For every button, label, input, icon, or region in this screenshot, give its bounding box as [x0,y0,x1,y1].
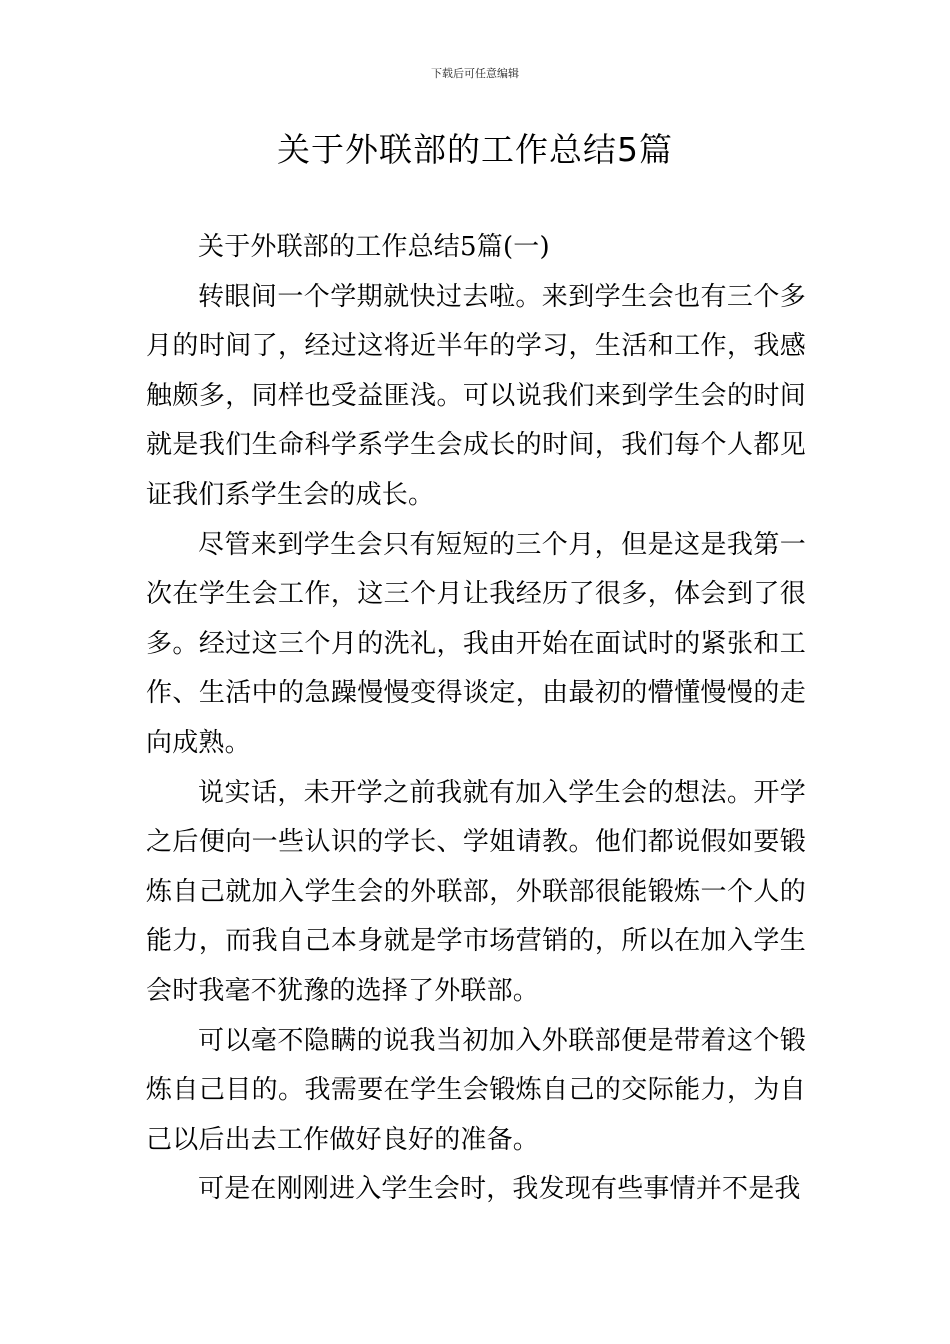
document-body [146,223,806,1215]
paragraph-3: 说实话，未开学之前我就有加入学生会的想法。开学之后便向一些认识的学长、学姐请教。他们都说假如要锻炼自己就加入学生会的外联部，外联部很能锻炼一个人的能力，而我自己本身就是学市场营销的，所以在加入学生会时我毫不犹豫的选择了外联部。 [146,777,806,1006]
paragraph-5: 可是在刚刚进入学生会时，我发现有些事情并不是我 [198,1174,801,1205]
paragraph-2: 尽管来到学生会只有短短的三个月，但是这是我第一次在学生会工作，这三个月让我经历了很多，体会到了很多。经过这三个月的洗礼，我由开始在面试时的紧张和工作、生活中的急躁慢慢变得谈定，由最初的懵懂慢慢的走向成熟。 [146,529,806,758]
document-title: 关于外联部的工作总结5篇 [277,130,673,169]
paragraph-4: 可以毫不隐瞒的说我当初加入外联部便是带着这个锻炼自己目的。我需要在学生会锻炼自己的交际能力，为自己以后出去工作做好良好的准备。 [146,1025,806,1155]
section-subtitle: 关于外联部的工作总结5篇(一) [198,232,550,262]
header-note: 下载后可任意编辑 [431,67,519,80]
paragraph-1: 转眼间一个学期就快过去啦。来到学生会也有三个多月的时间了，经过这将近半年的学习，生活和工作，我感触颇多，同样也受益匪浅。可以说我们来到学生会的时间就是我们生命科学系学生会成长的时间，我们每个人都见证我们系学生会的成长。 [146,281,806,510]
